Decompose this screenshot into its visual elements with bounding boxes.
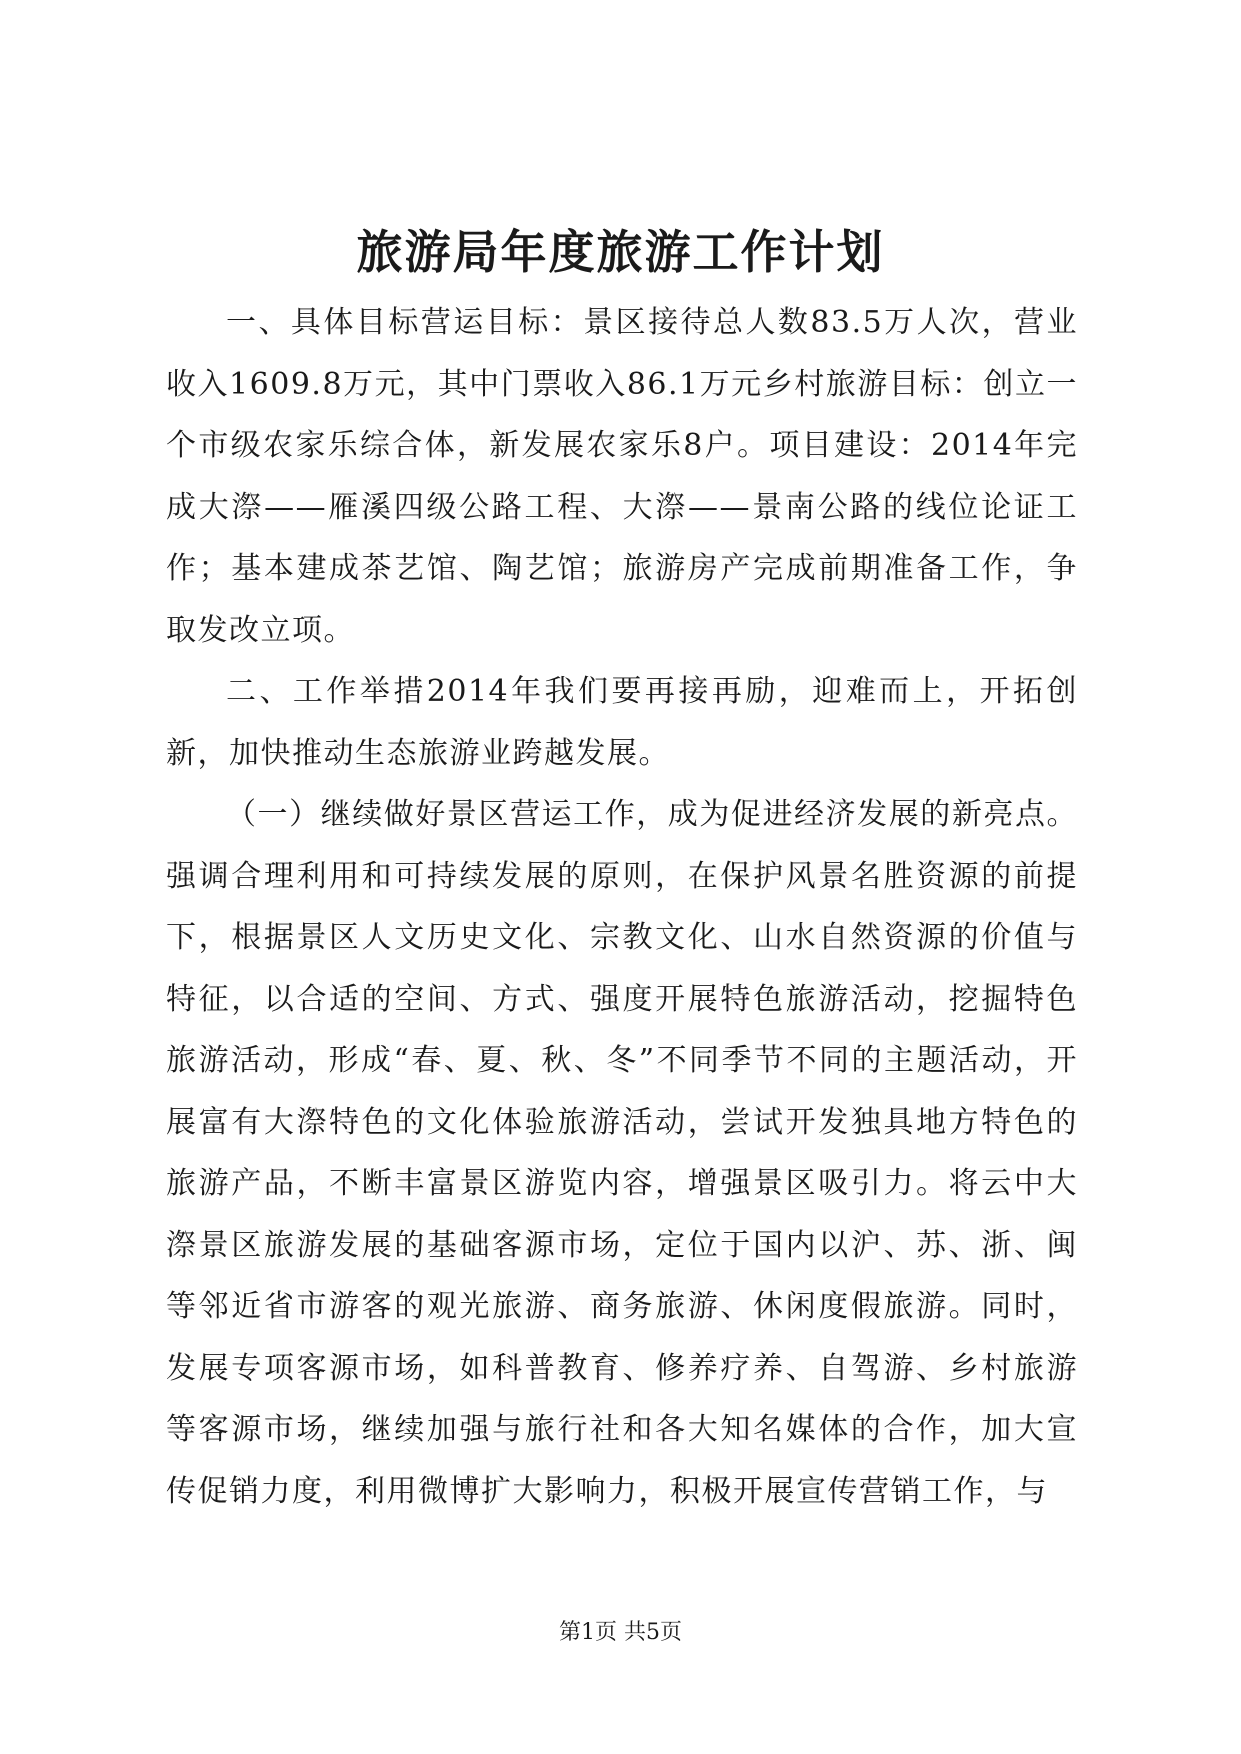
document-title: 旅游局年度旅游工作计划 (356, 225, 885, 279)
page-footer: 第1页 共5页 (559, 1620, 682, 1645)
paragraph-scenic-operations: （一）继续做好景区营运工作，成为促进经济发展的新亮点。强调合理利用和可持续发展的原则，在保护风景名胜资源的前提下，根据景区人文历史文化、宗教文化、山水自然资源的价值与特征，以合适的空间、方式、强度开展特色旅游活动，挖掘特色旅游活动，形成“春、夏、秋、冬”不同季节不同的主题活动，开展富有大漈特色的文化体验旅游活动，尝试开发独具地方特色的旅游产品，不断丰富景区游览内容，增强景区吸引力。将云中大漈景区旅游发展的基础客源市场，定位于国内以沪、苏、浙、闽等邻近省市游客的观光旅游、商务旅游、休闲度假旅游。同时，发展专项客源市场，如科普教育、修养疗养、自驾游、乡村旅游等客源市场，继续加强与旅行社和各大知名媒体的合作，加大宣传促销力度，利用微博扩大影响力，积极开展宣传营销工作，与 (166, 797, 1078, 1509)
document-body (166, 292, 1078, 1522)
paragraph-goals: 一、具体目标营运目标：景区接待总人数83.5万人次，营业收入1609.8万元，其中门票收入86.1万元乡村旅游目标：创立一个市级农家乐综合体，新发展农家乐8户。项目建设：2014年完成大漈——雁溪四级公路工程、大漈——景南公路的线位论证工作；基本建成茶艺馆、陶艺馆；旅游房产完成前期准备工作，争取发改立项。 (166, 305, 1078, 648)
paragraph-measures: 二、工作举措2014年我们要再接再励，迎难而上，开拓创新，加快推动生态旅游业跨越发展。 (166, 674, 1078, 771)
